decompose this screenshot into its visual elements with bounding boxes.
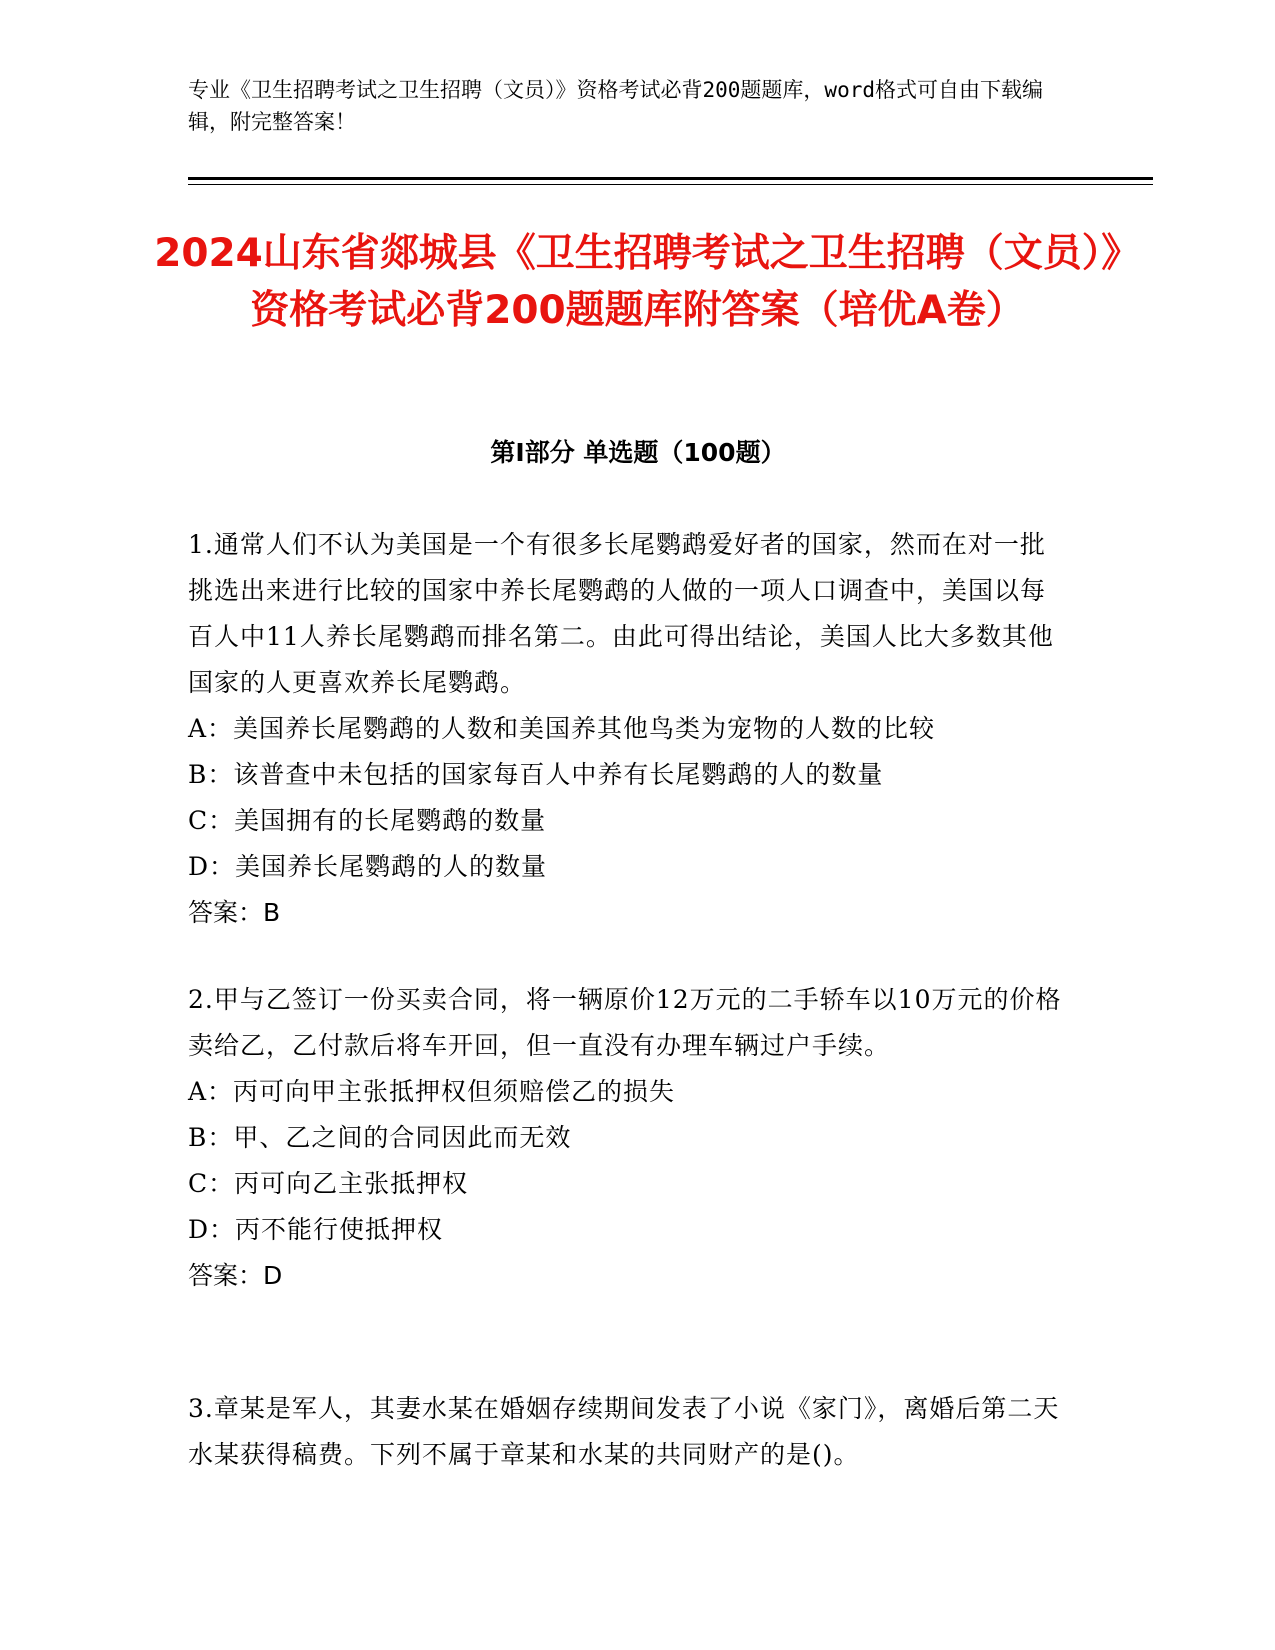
answer: 答案：D: [188, 1261, 283, 1290]
option-d: D：丙不能行使抵押权: [188, 1215, 444, 1244]
option-c: C：丙可向乙主张抵押权: [188, 1169, 469, 1198]
option-a: A：美国养长尾鹦鹉的人数和美国养其他鸟类为宠物的人数的比较: [188, 714, 936, 743]
header-note: 专业《卫生招聘考试之卫生招聘（文员）》资格考试必背200题题库，word格式可自由下载编辑，附完整答案！: [188, 78, 1043, 134]
option-c: C：美国拥有的长尾鹦鹉的数量: [188, 806, 547, 835]
header-divider-thick: [188, 177, 1153, 180]
question-stem: 3.章某是军人，其妻水某在婚姻存续期间发表了小说《家门》，离婚后第二天水某获得稿费。下列不属于章某和水某的共同财产的是()。: [188, 1394, 1060, 1469]
section-heading: 第I部分 单选题（100题）: [490, 438, 786, 467]
question-stem: 2.甲与乙签订一份买卖合同，将一辆原价12万元的二手轿车以10万元的价格卖给乙，乙付款后将车开回，但一直没有办理车辆过户手续。: [188, 985, 1062, 1060]
option-b: B：甲、乙之间的合同因此而无效: [188, 1123, 572, 1152]
question-2: [188, 977, 1068, 1299]
question-1: [188, 522, 1068, 936]
option-a: A：丙可向甲主张抵押权但须赔偿乙的损失: [188, 1077, 676, 1106]
option-d: D：美国养长尾鹦鹉的人的数量: [188, 852, 548, 881]
document-title: 2024山东省郯城县《卫生招聘考试之卫生招聘（文员）》资格考试必背200题题库附答案（培优A卷）: [154, 231, 1121, 333]
option-b: B：该普查中未包括的国家每百人中养有长尾鹦鹉的人的数量: [188, 760, 884, 789]
header-divider-thin: [188, 184, 1153, 185]
answer: 答案：B: [188, 898, 281, 927]
question-3: [188, 1386, 1068, 1478]
question-stem: 1.通常人们不认为美国是一个有很多长尾鹦鹉爱好者的国家，然而在对一批挑选出来进行比较的国家中养长尾鹦鹉的人做的一项人口调查中，美国以每百人中11人养长尾鹦鹉而排名第二。由此可得出结论，美国人比大多数其他国家的人更喜欢养长尾鹦鹉。: [188, 530, 1054, 697]
